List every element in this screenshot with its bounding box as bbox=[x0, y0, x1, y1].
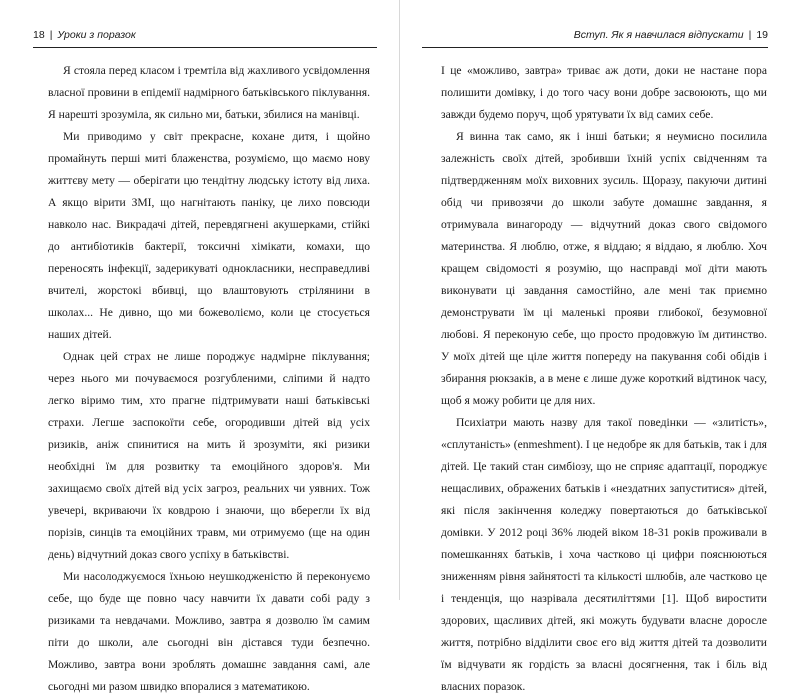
left-running-header bbox=[33, 27, 377, 48]
right-page bbox=[400, 0, 800, 693]
right-paragraph: Психіатри мають назву для такої поведінки — «злитість», «сплутаність» (enmeshment). І це недобре як для батьків, так і для дітей. Це такий стан симбіозу, що не сприяє адаптації, породжує нещасливих, ображених батьків і «нездатних запуститися» дітей, які після закінчення коледжу повертаються до батьківської домівки. У 2012 році 36% людей віком 18-31 років проживали в помешканнях батьків, і хоча частково ці цифри пояснюються зниженням рівня зайнятості та кількості шлюбів, але частково це і тенденція, що назрівала десятиліттями [1]. Щоб виростити здорових, щасливих дітей, які можуть будувати власне доросле життя, потрібно відділити своє его від життя дітей та дозволити їм відчувати як гордість за власні досягнення, так і біль від власних поразок. bbox=[441, 416, 767, 693]
left-page bbox=[0, 0, 400, 693]
left-paragraph: Ми приводимо у світ прекрасне, кохане дитя, і щойно промайнуть перші миті блаженства, розуміємо, що маємо нову життєву мету — оберігати цю тендітну людську істоту від лиха. А якщо вірити ЗМІ, що нагнітають паніку, це лихо повсюди навколо нас. Викрадачі дітей, перевдягнені акушерками, стійкі до антибіотиків бактерії, токсичні хімікати, комахи, що переносять інфекції, задерикуваті однокласники, несправедливі вчителі, жорстокі вбивці, що влаштовують стрілянини в школах... Не дивно, що ми божеволіємо, коли це стосується наших дітей. bbox=[48, 130, 370, 341]
left-page-number: 18 bbox=[33, 29, 45, 41]
right-page-number: 19 bbox=[756, 29, 768, 41]
right-running-title: Вступ. Як я навчилася відпускати bbox=[573, 29, 744, 41]
left-running-title: Уроки з поразок bbox=[57, 29, 136, 41]
right-body-text bbox=[441, 60, 767, 698]
right-paragraph: Я винна так само, як і інші батьки; я неумисно посилила залежність своїх дітей, зробивши їхній успіх свідченням та підтвердженням моїх виховних зусиль. Щоразу, пакуючи дитині обід чи привозячи до школи забуте домашнє завдання, я отримувала винагороду — відчутний доказ свого свідомого материнства. Я люблю, отже, я віддаю; я віддаю, я люблю. Хоч кращем свідомості я розумію, що насправді мої діти мають виконувати ці завдання самостійно, але мені так приємно демонструвати їм ці маленькі прояви глибокої, безумовної любові. Я переконую себе, що просто продовжую їм дитинство. У моїх дітей ще ціле життя попереду на пакування собі обідів і збирання рюкзаків, а в мене є лише дуже короткий відтинок часу, щоб я можу робити це для них. bbox=[441, 130, 767, 407]
left-body-text bbox=[48, 60, 370, 698]
left-paragraph: Я стояла перед класом і тремтіла від жахливого усвідомлення власної провини в епідемії надмірного батьківського піклування. Я нарешті зрозуміла, як сильно ми, батьки, збилися на манівці. bbox=[48, 64, 370, 121]
right-running-header bbox=[422, 27, 768, 48]
right-paragraph: І це «можливо, завтра» триває аж доти, доки не настане пора полишити домівку, і до того часу вони добре засвоюють, що ми завжди будемо поруч, щоб урятувати їх від самих себе. bbox=[441, 64, 767, 121]
left-paragraph: Однак цей страх не лише породжує надмірне піклування; через нього ми почуваємося розгубленими, сліпими й надто легко віримо тим, хто прагне підтримувати наші батьківські страхи. Легше заспокоїти себе, огородивши дітей від усіх ризиків, аніж спинитися на мить й зрозуміти, які ризики необхідні їм для розвитку та емоційного здоров'я. Ми захищаємо своїх дітей від усіх загроз, реальних чи уявних. Тож увечері, вкриваючи їх ковдрою і знаючи, що вберегли їх від порізів, синців та емоційних травм, ми отримуємо (ще на один день) відчутний доказ свого успіху в батьківстві. bbox=[48, 350, 370, 561]
left-paragraph: Ми насолоджуємося їхньою неушкодженістю й переконуємо себе, що буде ще повно часу навчити їх давати собі раду з ризиками та невдачами. Можливо, завтра я дозволю їм самим піти до школи, але сьогодні він дістався туди безпечно. Можливо, завтра вони зроблять домашнє завдання самі, але сьогодні ми разом швидко впоралися з математикою. bbox=[48, 570, 370, 693]
left-header-separator: | bbox=[49, 29, 53, 41]
right-header-separator: | bbox=[748, 29, 752, 41]
